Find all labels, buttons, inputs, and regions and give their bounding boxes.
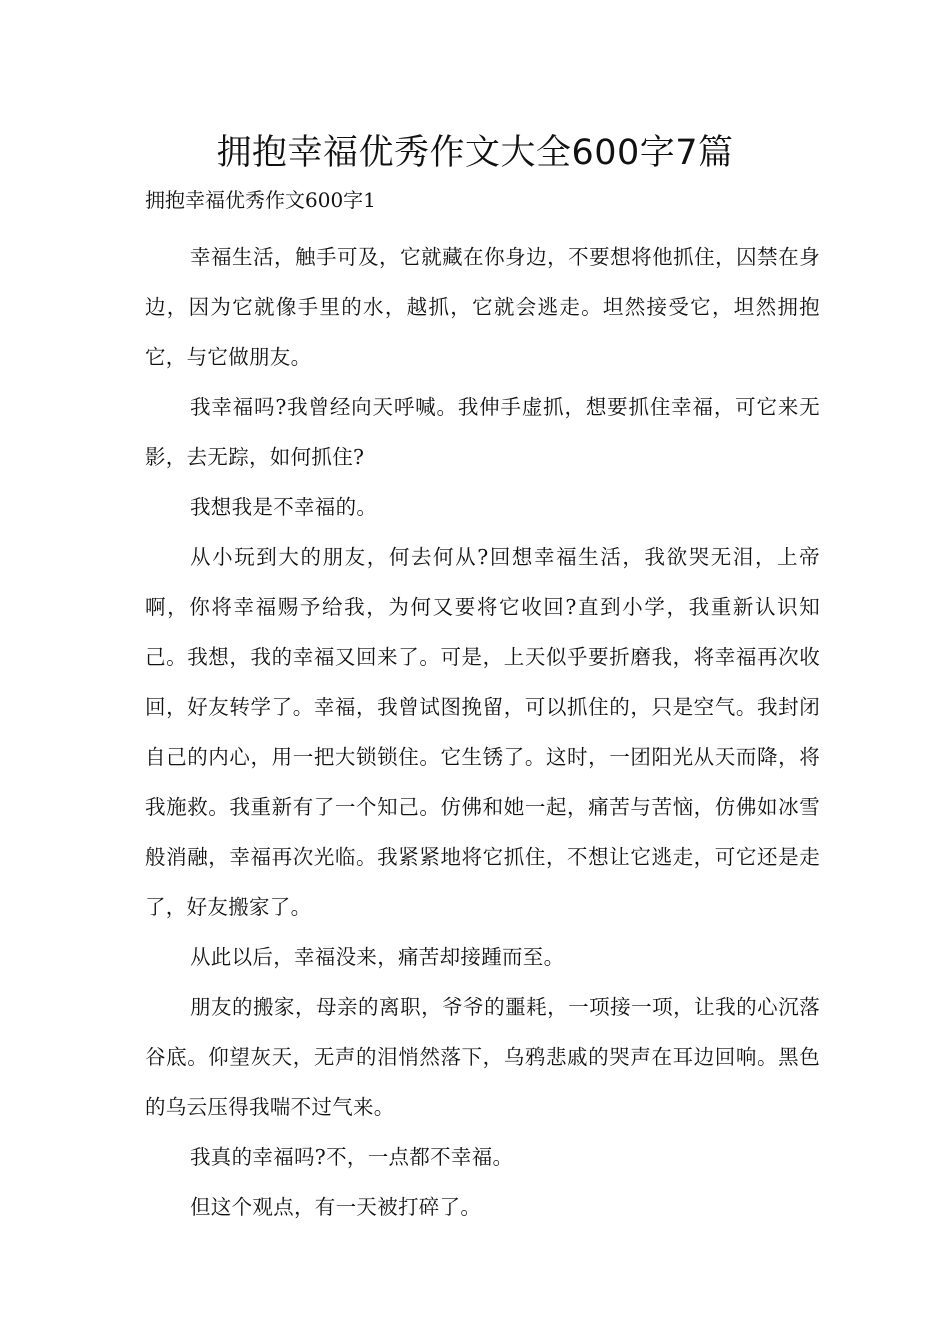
paragraph: 我想我是不幸福的。 (190, 495, 378, 519)
paragraph: 从小玩到大的朋友，何去何从?回想幸福生活，我欲哭无泪，上帝啊，你将幸福赐予给我，为何又要将它收回?直到小学，我重新认识知己。我想，我的幸福又回来了。可是，上天似乎要折磨我，将幸福再次收回，好友转学了。幸福，我曾试图挽留，可以抓住的，只是空气。我封闭自己的内心，用一把大锁锁住。它生锈了。这时，一团阳光从天而降，将我施救。我重新有了一个知己。仿佛和她一起，痛苦与苦恼，仿佛如冰雪般消融，幸福再次光临。我紧紧地将它抓住，不想让它逃走，可它还是走了，好友搬家了。 (145, 545, 820, 919)
paragraph: 幸福生活，触手可及，它就藏在你身边，不要想将他抓住，囚禁在身边，因为它就像手里的水，越抓，它就会逃走。坦然接受它，坦然拥抱它，与它做朋友。 (145, 245, 820, 369)
document-title: 拥抱幸福优秀作文大全600字7篇 (216, 133, 734, 173)
section-title: 拥抱幸福优秀作文600字1 (145, 188, 376, 212)
paragraph: 但这个观点，有一天被打碎了。 (190, 1195, 482, 1219)
paragraph: 从此以后，幸福没来，痛苦却接踵而至。 (190, 945, 565, 969)
essay-body (145, 232, 820, 1232)
paragraph: 我真的幸福吗?不，一点都不幸福。 (190, 1145, 514, 1169)
paragraph: 朋友的搬家，母亲的离职，爷爷的噩耗，一项接一项，让我的心沉落谷底。仰望灰天，无声的泪悄然落下，乌鸦悲戚的哭声在耳边回响。黑色的乌云压得我喘不过气来。 (145, 995, 820, 1119)
paragraph: 我幸福吗?我曾经向天呼喊。我伸手虚抓，想要抓住幸福，可它来无影，去无踪，如何抓住? (145, 395, 820, 469)
